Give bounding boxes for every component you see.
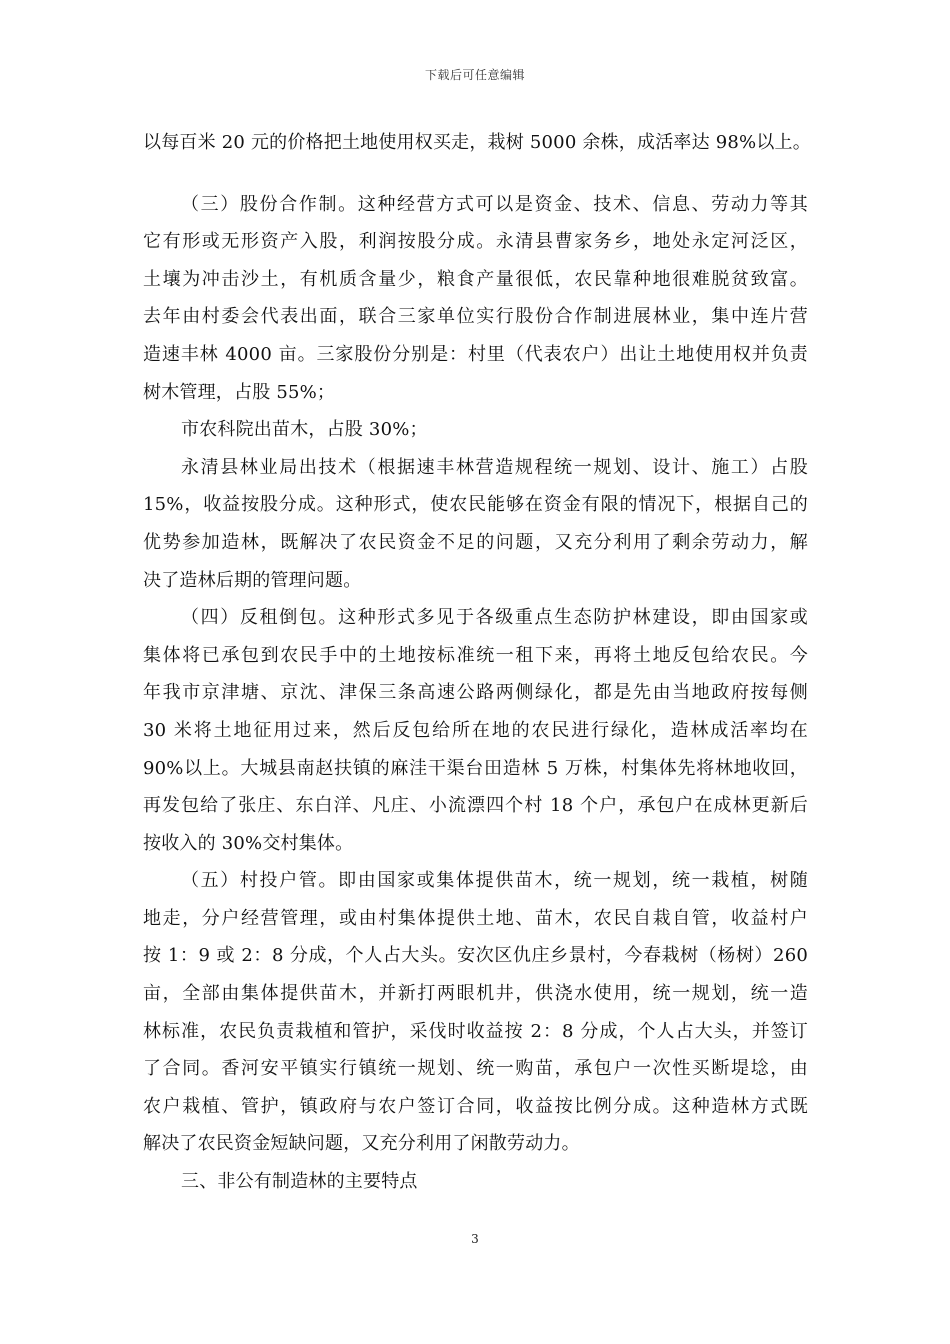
paragraph-gap xyxy=(143,162,808,186)
text-line: 集体将已承包到农民手中的土地按标准统一租下来，再将土地反包给农民。今 xyxy=(143,644,808,666)
text-line: 农户栽植、管护，镇政府与农户签订合同，收益按比例分成。这种造林方式既 xyxy=(143,1095,808,1117)
page-header: 下载后可任意编辑 xyxy=(424,68,525,82)
text-line: 优势参加造林，既解决了农民资金不足的问题，又充分利用了剩余劳动力，解 xyxy=(143,531,808,553)
text-line: 市农科院出苗木，占股 30%； xyxy=(181,419,428,441)
text-line: 再发包给了张庄、东白洋、凡庄、小流漂四个村 18 个户，承包户在成林更新后 xyxy=(143,795,808,817)
text-line: （五）村投户管。即由国家或集体提供苗木，统一规划，统一栽植，树随 xyxy=(181,870,808,892)
text-line: 30 米将土地征用过来，然后反包给所在地的农民进行绿化，造林成活率均在 xyxy=(143,719,808,741)
text-line: 按收入的 30%交村集体。 xyxy=(143,832,354,854)
text-line: 永清县林业局出技术（根据速丰林营造规程统一规划、设计、施工）占股 xyxy=(181,456,808,478)
text-line: 了合同。香河安平镇实行镇统一规划、统一购苗，承包户一次性买断堤埝，由 xyxy=(143,1058,808,1080)
paragraph xyxy=(143,124,811,162)
paragraph xyxy=(143,599,808,862)
text-line: 它有形或无形资产入股，利润按股分成。永清县曹家务乡，地处永定河泛区， xyxy=(143,231,808,253)
text-line: 年我市京津塘、京沈、津保三条高速公路两侧绿化，都是先由当地政府按每侧 xyxy=(143,682,808,704)
text-line: 去年由村委会代表出面，联合三家单位实行股份合作制进展林业，集中连片营 xyxy=(143,306,808,328)
page-number: 3 xyxy=(471,1232,479,1246)
text-line: 土壤为冲击沙土，有机质含量少，粮食产量很低，农民靠种地很难脱贫致富。 xyxy=(143,268,808,290)
paragraph xyxy=(143,449,808,599)
text-line: 按 1：9 或 2：8 分成，个人占大头。安次区仇庄乡景村，今春栽树（杨树）260 xyxy=(143,945,808,967)
paragraph xyxy=(143,411,808,449)
text-line: 树木管理，占股 55%； xyxy=(143,381,336,403)
paragraph xyxy=(143,862,808,1163)
text-line: （四）反租倒包。这种形式多见于各级重点生态防护林建设，即由国家或 xyxy=(181,607,808,629)
text-line: 90%以上。大城县南赵扶镇的麻洼干渠台田造林 5 万株，村集体先将林地收回， xyxy=(143,757,808,779)
text-line: 15%，收益按股分成。这种形式，使农民能够在资金有限的情况下，根据自己的 xyxy=(143,494,808,516)
text-line: 造速丰林 4000 亩。三家股份分别是：村里（代表农户）出让土地使用权并负责 xyxy=(143,343,808,365)
text-line: 地走，分户经营管理，或由村集体提供土地、苗木，农民自栽自管，收益村户 xyxy=(143,907,808,929)
paragraph xyxy=(143,186,808,412)
section-heading xyxy=(143,1163,808,1201)
text-line: 决了造林后期的管理问题。 xyxy=(143,569,362,591)
text-line: 以每百米 20 元的价格把土地使用权买走，栽树 5000 余株，成活率达 98%以上。 xyxy=(143,132,811,153)
document-body xyxy=(143,124,811,1201)
text-line: 林标准，农民负责栽植和管护，采伐时收益按 2：8 分成，个人占大头，并签订 xyxy=(143,1020,808,1042)
text-line: 亩，全部由集体提供苗木，并新打两眼机井，供浇水使用，统一规划，统一造 xyxy=(143,983,808,1005)
text-line: 三、非公有制造林的主要特点 xyxy=(181,1171,418,1193)
text-line: 解决了农民资金短缺问题，又充分利用了闲散劳动力。 xyxy=(143,1133,580,1155)
text-line: （三）股份合作制。这种经营方式可以是资金、技术、信息、劳动力等其 xyxy=(181,193,808,215)
